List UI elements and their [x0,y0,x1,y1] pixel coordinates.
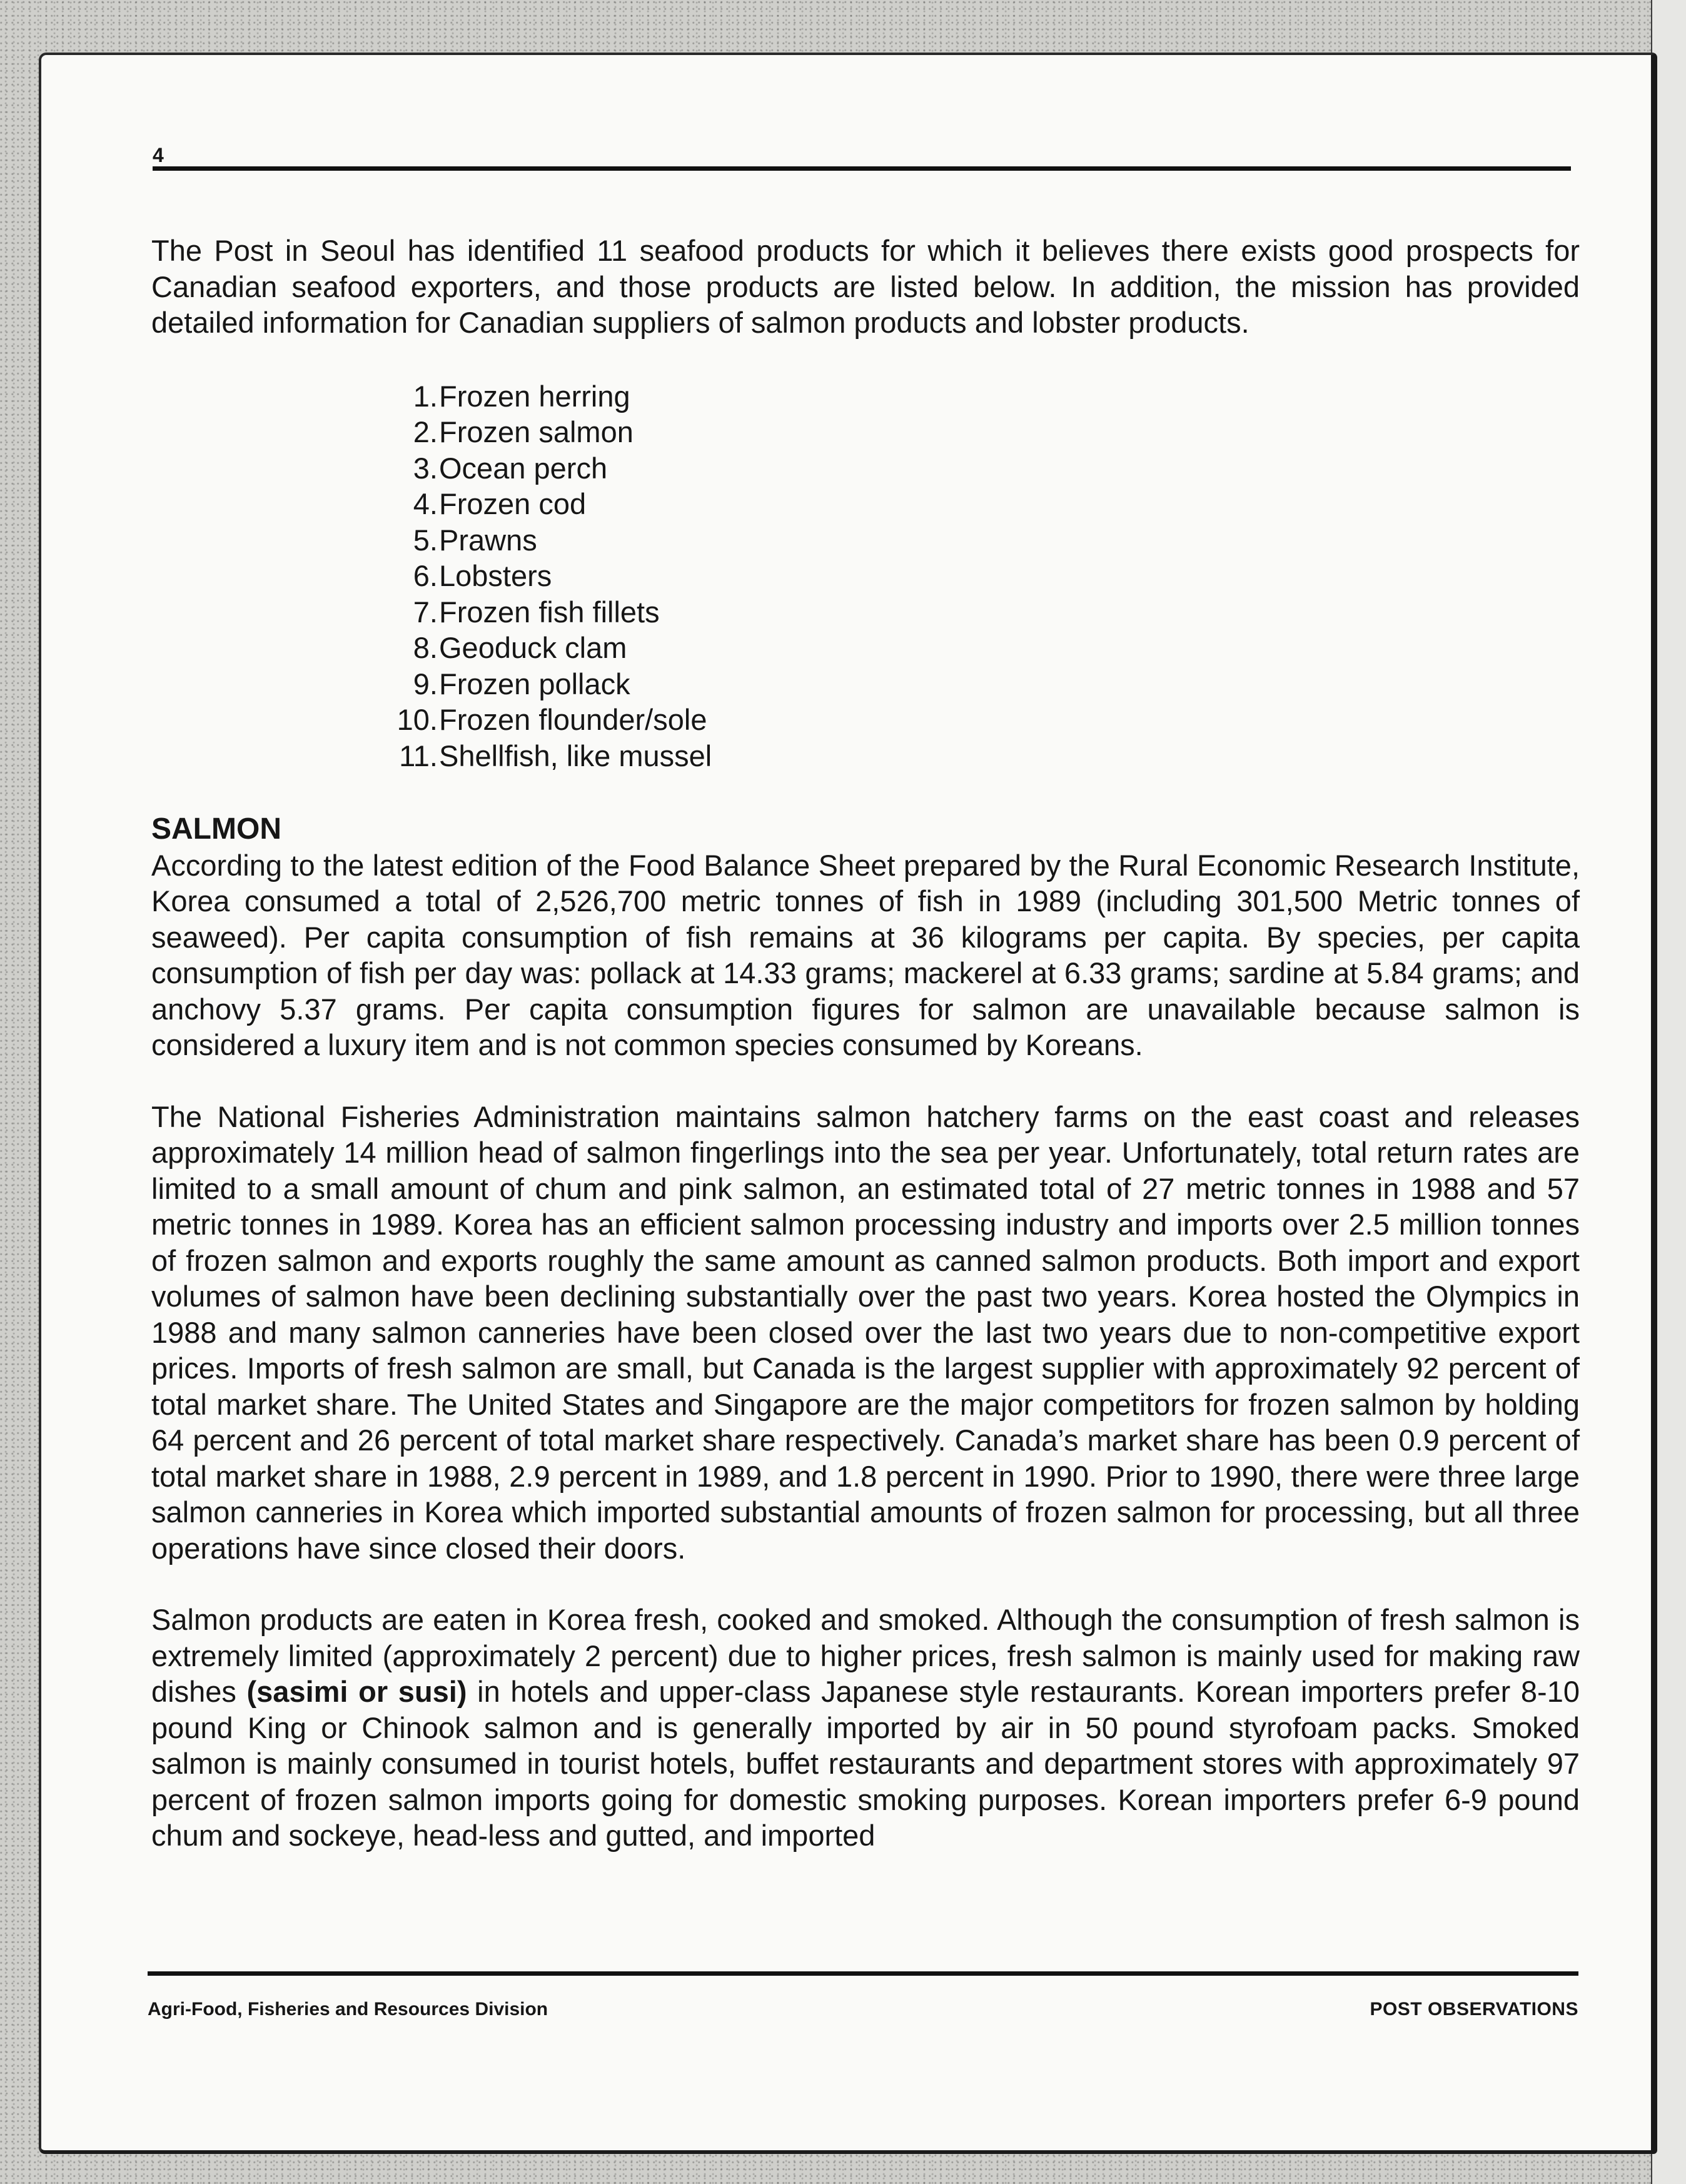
list-item-name: Ocean perch [439,451,608,485]
list-item-number: 5. [413,523,438,557]
header-rule [153,166,1571,171]
salmon-heading: SALMON [151,812,281,846]
list-item-number: 4. [413,487,438,520]
list-item-number: 10. [396,703,438,736]
list-item-name: Frozen herring [439,379,630,413]
salmon-paragraph-3-text-b: in hotels and upper-class Japanese style restaurants. Korean importers prefer 8-10 pound King or Chinook salmon and is generally imported by air in 50 pound styrofoam packs. Smoked salmon is mainly consumed in tourist hotels, buffet restaurants and department stores with approximately 97 percent of frozen salmon imports going for domestic smoking purposes. Korean importers prefer 6-9 pound chum and sockeye, head-less and gutted, and imported [151,1675,1580,1852]
list-item [339,702,1580,738]
seafood-products-list [151,378,1580,774]
footer-rule [148,1971,1578,1976]
list-item-name: Lobsters [439,559,552,592]
list-item-name: Frozen cod [439,487,587,520]
salmon-paragraph-3-text-a: Salmon products are eaten in Korea fresh, cooked and smoked. Although the consumption of fresh salmon is extremely limited (approximately 2 percent) due to higher prices, fresh salmon is mainly used for making raw dishes [151,1603,1580,1708]
salmon-paragraph-2: The National Fisheries Administration maintains salmon hatchery farms on the east coast and releases approximately 14 million head of salmon fingerlings into the sea per year. Unfortunately, total return rates are limited to a small amount of chum and pink salmon, an estimated total of 27 metric tonnes in 1988 and 57 metric tonnes in 1989. Korea has an efficient salmon processing industry and imports over 2.5 million tonnes of frozen salmon and exports roughly the same amount as canned salmon products. Both import and export volumes of salmon have been declining substantially over the past two years. Korea hosted the Olympics in 1988 and many salmon canneries have been closed over the last two years due to non-competitive export prices. Imports of fresh salmon are small, but Canada is the largest supplier with approximately 92 percent of total market share. The United States and Singapore are the major competitors for frozen salmon by holding 64 percent and 26 percent of total market share respectively. Canada’s market share has been 0.9 percent of total market share in 1988, 2.9 percent in 1989, and 1.8 percent in 1990. Prior to 1990, there were three large salmon canneries in Korea which imported substantial amounts of frozen salmon for processing, but all three operations have since closed their doors. [151,1100,1580,1565]
footer-section-title: POST OBSERVATIONS [1370,1999,1578,2020]
list-item-number: 7. [413,595,438,629]
salmon-paragraph-3 [151,1602,1580,1854]
list-item [339,378,1580,415]
list-item [339,666,1580,702]
list-item-number: 11. [399,739,438,772]
list-item-number: 2. [413,415,438,448]
list-item [339,630,1580,666]
list-item-number: 3. [413,451,438,485]
salmon-paragraph-1: According to the latest edition of the Food Balance Sheet prepared by the Rural Economic Research Institute, Korea consumed a total of 2,526,700 metric tonnes of fish in 1989 (including 301,500 Metric tonnes of seaweed). Per capita consumption of fish remains at 36 kilograms per capita. By species, per capita consumption of fish per day was: pollack at 14.33 grams; mackerel at 6.33 grams; sardine at 5.84 grams; and anchovy 5.37 grams. Per capita consumption figures for salmon are unavailable because salmon is considered a luxury item and is not common species consumed by Koreans. [151,848,1580,1061]
list-item [339,558,1580,594]
list-item-number: 1. [413,379,438,413]
list-item-number: 6. [413,559,438,592]
list-item [339,450,1580,487]
footer-division: Agri-Food, Fisheries and Resources Division [148,1999,548,2020]
list-item [339,738,1580,774]
list-item [339,594,1580,630]
list-item [339,486,1580,522]
list-item-name: Frozen salmon [439,415,634,448]
list-item-name: Prawns [439,523,537,557]
list-item-name: Frozen pollack [439,667,630,700]
page-number: 4 [153,144,164,166]
list-item [339,522,1580,559]
list-item [339,414,1580,450]
page-body [151,233,1580,1854]
list-item-number: 9. [413,667,438,700]
list-item-name: Shellfish, like mussel [439,739,712,772]
list-item-name: Frozen fish fillets [439,595,660,629]
list-item-name: Frozen flounder/sole [439,703,707,736]
list-item-number: 8. [413,631,438,664]
intro-paragraph: The Post in Seoul has identified 11 seafood products for which it believes there exists good prospects for Canadian seafood exporters, and those products are listed below. In addition, the mission has provided detailed information for Canadian suppliers of salmon products and lobster products. [151,234,1580,339]
salmon-paragraph-3-bold: (sasimi or susi) [246,1675,467,1708]
list-item-name: Geoduck clam [439,631,627,664]
